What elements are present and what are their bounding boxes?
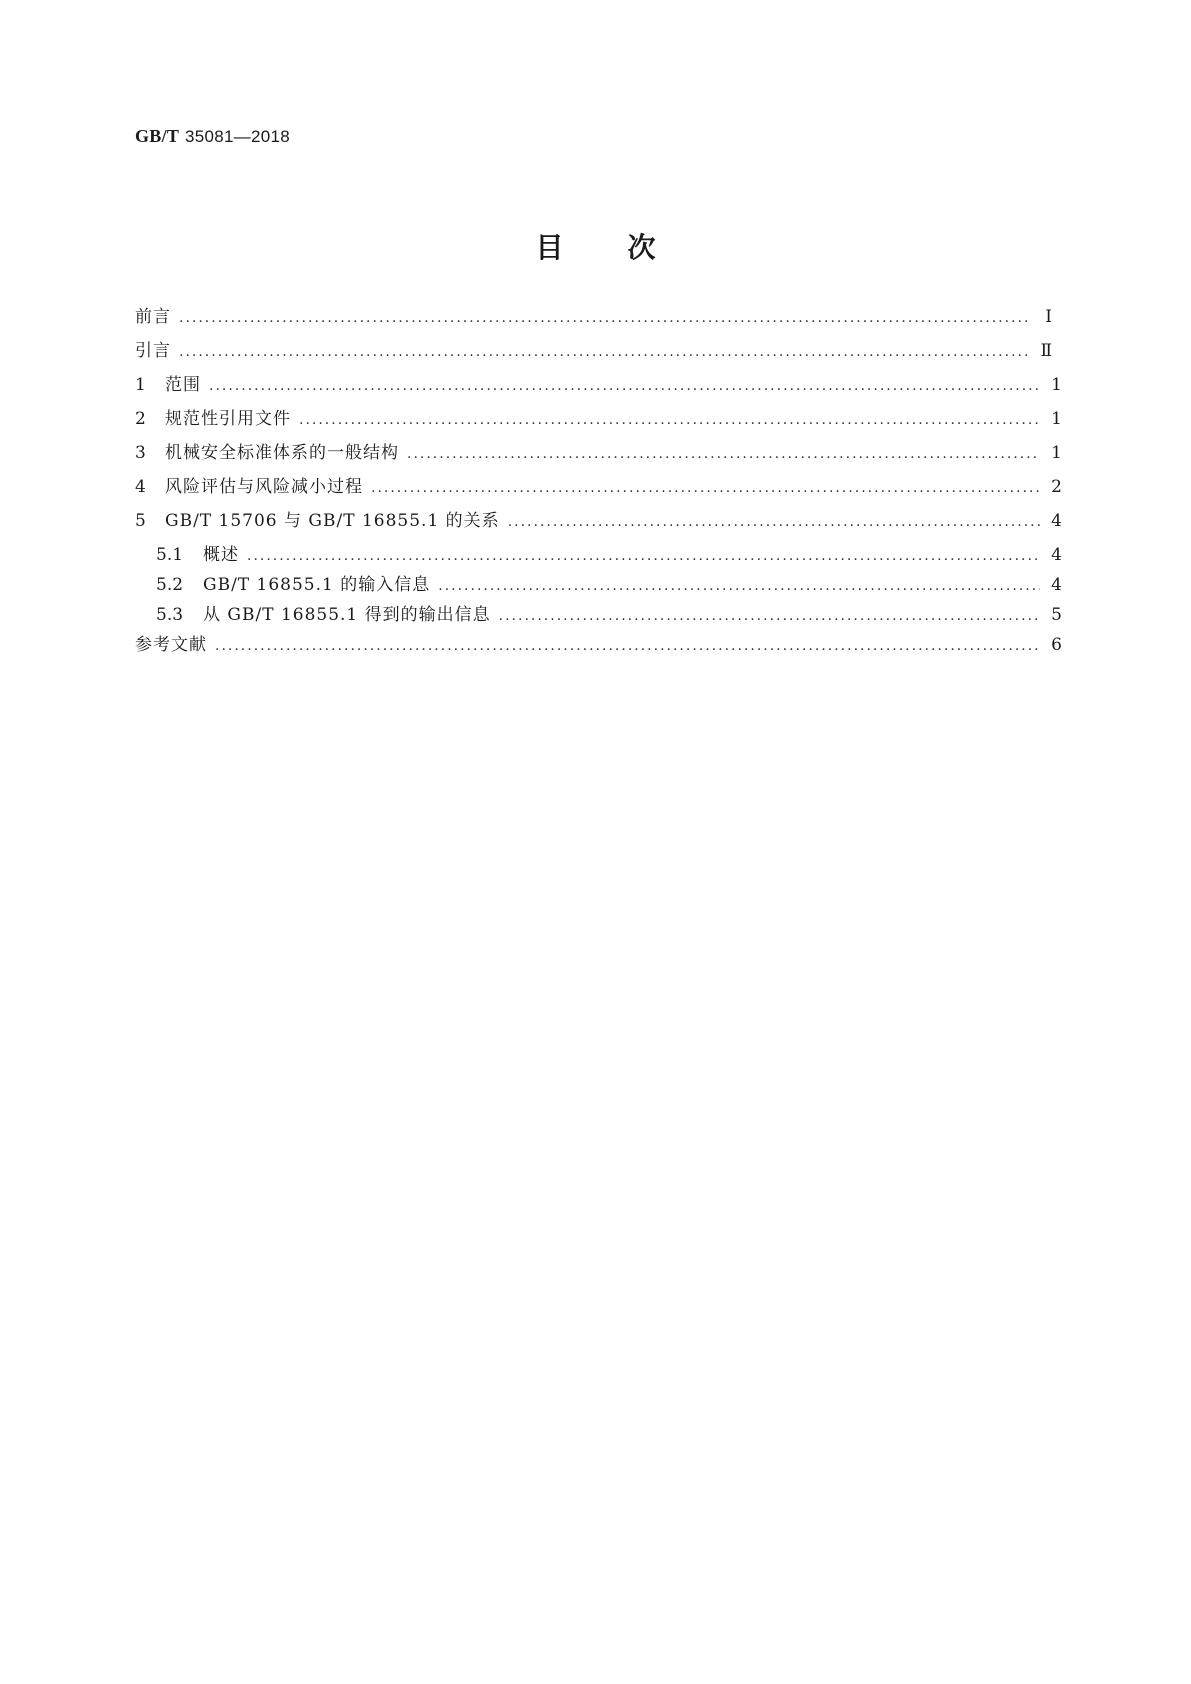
toc-dot-leader [407, 441, 1040, 467]
toc-dot-leader [179, 339, 1030, 365]
toc-entry-number: 5.2 [156, 575, 184, 595]
toc-entry-number: 2 [135, 409, 146, 429]
toc-entry-page: 2 [1051, 477, 1062, 497]
toc-title-left: 目 [535, 231, 564, 264]
toc-dot-leader [499, 603, 1040, 629]
toc-entry-label: 范围 [165, 375, 201, 395]
toc-dot-leader [179, 305, 1030, 331]
toc-entry-introduction[interactable] [135, 338, 1062, 364]
toc-entry-4[interactable] [135, 474, 1062, 500]
toc-dot-leader [299, 407, 1040, 433]
toc-dot-leader [438, 573, 1040, 599]
toc-entry-5-2[interactable] [135, 572, 1062, 598]
toc-entry-5[interactable] [135, 508, 1062, 534]
toc-entry-page: 4 [1051, 575, 1062, 595]
toc-entry-number: 5.1 [156, 545, 184, 565]
toc-entry-label: GB/T 16855.1 的输入信息 [203, 575, 431, 595]
toc-entry-2[interactable] [135, 406, 1062, 432]
toc-entry-page: 1 [1051, 375, 1062, 395]
toc-entry-number: 5 [135, 511, 146, 531]
toc-entry-page: Ⅱ [1040, 341, 1052, 361]
toc-dot-leader [508, 509, 1040, 535]
toc-entry-page: 4 [1051, 511, 1062, 531]
toc-entry-1[interactable] [135, 372, 1062, 398]
toc-entry-5-3[interactable] [135, 602, 1062, 628]
toc-entry-label: 概述 [203, 545, 239, 565]
toc-entry-label: 风险评估与风险减小过程 [165, 477, 363, 497]
toc-entry-label: GB/T 15706 与 GB/T 16855.1 的关系 [165, 511, 500, 531]
toc-entry-number: 5.3 [156, 605, 184, 625]
toc-entry-foreword[interactable] [135, 304, 1062, 330]
document-code [135, 126, 290, 147]
toc-entry-page: 4 [1051, 545, 1062, 565]
toc-entry-label: 机械安全标准体系的一般结构 [165, 443, 399, 463]
toc-dot-leader [209, 373, 1040, 399]
toc-dot-leader [247, 543, 1040, 569]
toc-entry-page: Ⅰ [1045, 307, 1052, 327]
toc-entry-label: 规范性引用文件 [165, 409, 291, 429]
toc-entry-label: 引言 [135, 341, 171, 361]
toc-entry-label: 参考文献 [135, 635, 207, 655]
document-code-prefix: GB/T [135, 126, 180, 146]
toc-entry-references[interactable] [135, 632, 1062, 658]
document-code-number: 35081—2018 [184, 127, 291, 146]
toc-title [0, 226, 1191, 266]
toc-dot-leader [371, 475, 1040, 501]
toc-title-right: 次 [627, 231, 656, 264]
toc-entry-label: 前言 [135, 307, 171, 327]
toc-entry-number: 4 [135, 477, 146, 497]
toc-entry-page: 6 [1051, 635, 1062, 655]
toc-entry-page: 1 [1051, 443, 1062, 463]
toc-entry-number: 1 [135, 375, 146, 395]
toc-dot-leader [215, 633, 1040, 659]
toc-entry-number: 3 [135, 443, 146, 463]
toc-entry-page: 1 [1051, 409, 1062, 429]
toc-entry-3[interactable] [135, 440, 1062, 466]
toc-entry-page: 5 [1051, 605, 1062, 625]
toc-entry-label: 从 GB/T 16855.1 得到的输出信息 [203, 605, 491, 625]
toc-entry-5-1[interactable] [135, 542, 1062, 568]
